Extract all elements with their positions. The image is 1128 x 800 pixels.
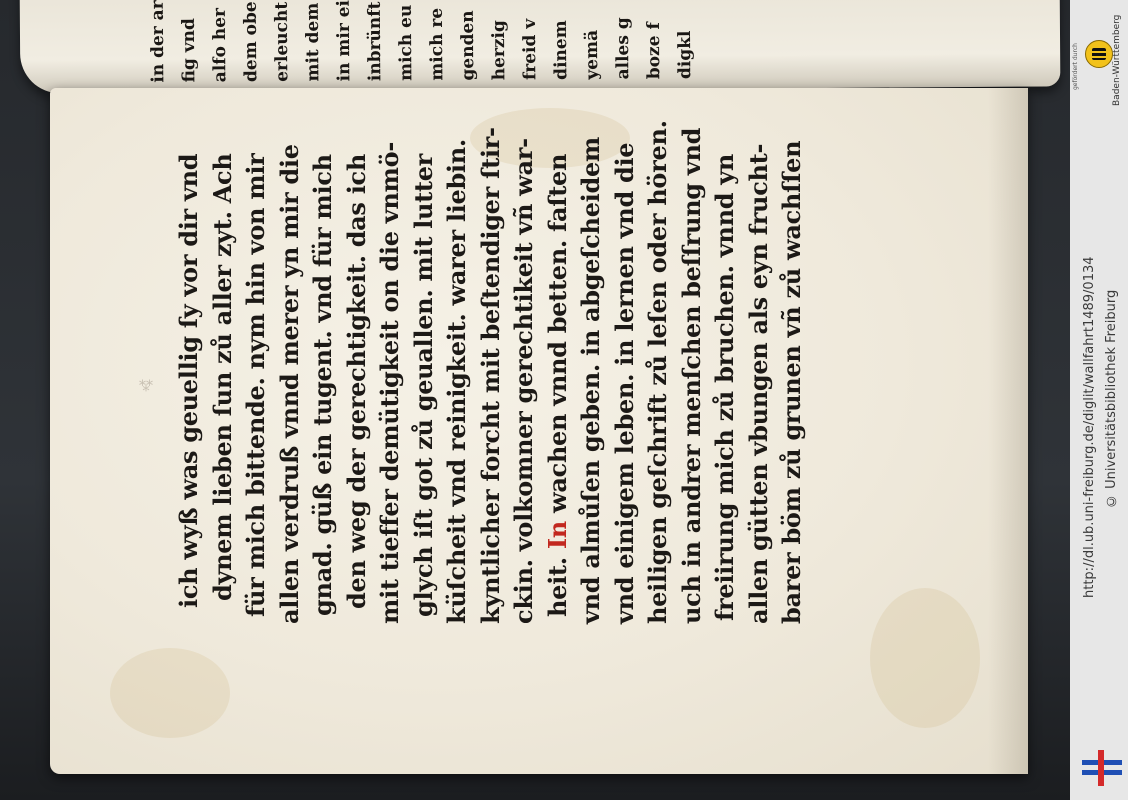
line-text: vnd almůſen geben. in abgeſcheidem bbox=[576, 136, 605, 624]
text-line bbox=[543, 154, 573, 624]
facing-text-line: erleucht bbox=[271, 1, 293, 82]
text-line bbox=[442, 139, 472, 624]
line-text: gnad. güß ein tugent. vnd für mich bbox=[308, 154, 337, 616]
paper-stain bbox=[870, 588, 980, 728]
facing-text-line: in der ar bbox=[147, 0, 169, 83]
facing-text-line: dinem bbox=[550, 20, 572, 80]
line-text: heiligen geſchrift zů leſen oder hören. bbox=[643, 120, 672, 624]
text-line bbox=[274, 144, 305, 624]
line-text: glych iſt got zů geuallen. mit lutter bbox=[408, 154, 438, 618]
sponsor-label: gefördert durch bbox=[1072, 43, 1079, 90]
text-line bbox=[777, 140, 807, 624]
facing-text-line: herzig bbox=[488, 20, 510, 81]
line-text: mit tieffer demütigkeit on die vnmö- bbox=[375, 142, 404, 624]
facing-page bbox=[20, 0, 1061, 94]
paper-stain bbox=[110, 648, 230, 738]
text-line bbox=[174, 154, 204, 624]
book-page bbox=[50, 88, 1028, 774]
text-line bbox=[509, 138, 539, 624]
text-line bbox=[475, 127, 506, 624]
text-line bbox=[342, 154, 372, 624]
text-line bbox=[643, 120, 673, 624]
line-text: für mich bittende. nym hin von mir bbox=[241, 154, 270, 618]
bleed-through-mark: ⁂ bbox=[138, 376, 154, 392]
facing-text-line: freid v bbox=[519, 18, 541, 81]
facing-text-line: alles g bbox=[612, 17, 634, 80]
copyright-notice: © Universitätsbibliothek Freiburg bbox=[1104, 289, 1119, 508]
line-text: allen verdruß vnnd merer yn mir die bbox=[274, 144, 304, 624]
facing-text-line: inbrünft bbox=[364, 1, 386, 82]
line-text: freiirung mich zů bruchen. vnnd yn bbox=[710, 154, 739, 622]
text-block bbox=[174, 120, 834, 624]
line-text: wachen vnnd betten. faſten bbox=[542, 154, 572, 522]
rubric-initial: In bbox=[542, 521, 572, 550]
facing-text-line: fig vnd bbox=[178, 18, 200, 83]
facing-text-line: dem obe bbox=[240, 1, 262, 83]
sponsor-region-label: Baden-Württemberg bbox=[1112, 14, 1122, 106]
text-line bbox=[743, 143, 774, 624]
text-line bbox=[710, 154, 740, 624]
line-text: ich wyß was geuellig ſy vor dir vnd bbox=[174, 154, 203, 609]
text-line bbox=[375, 142, 405, 624]
text-line bbox=[576, 136, 606, 624]
facing-text-line: mich re bbox=[426, 7, 448, 81]
line-text: kyntlicher forcht mit beſtendiger ſtir- bbox=[475, 127, 505, 624]
facing-text-line: genden bbox=[457, 10, 479, 81]
text-line bbox=[241, 154, 271, 624]
ub-freiburg-logo-icon bbox=[1080, 746, 1124, 790]
facing-text-line: mich eu bbox=[395, 4, 417, 82]
text-line bbox=[409, 154, 439, 624]
facing-text-line: yemä bbox=[581, 29, 603, 80]
text-line bbox=[609, 142, 640, 624]
line-text: den weg der gerechtigkeit. das ich bbox=[341, 154, 371, 609]
facing-text-line: boze f bbox=[643, 22, 665, 80]
line-text: barer böm zů grunen vñ zů wachſſen bbox=[777, 140, 806, 624]
facing-text-line: mit dem bbox=[302, 2, 324, 82]
line-text: allen gütten vbungen als eyn frucht- bbox=[743, 143, 773, 624]
facing-text-line: in mir ei bbox=[333, 0, 355, 82]
line-text: uch in andrer menſchen beſſrung vnd bbox=[676, 127, 706, 624]
text-line bbox=[308, 154, 338, 624]
line-text: küſcheit vnd reinigkeit. warer liebin. bbox=[442, 139, 471, 624]
line-text: ckin. volkomner gerechtikeit vñ war- bbox=[509, 138, 538, 624]
text-line bbox=[208, 154, 238, 624]
facing-text-line: alfo her bbox=[209, 7, 231, 83]
permalink-url[interactable]: http://dl.ub.uni-freiburg.de/diglit/wallfahrt1489/0134 bbox=[1082, 256, 1097, 598]
line-prefix: heit. bbox=[542, 557, 572, 618]
facing-text-line: digkl bbox=[674, 30, 696, 80]
facing-page-text bbox=[147, 0, 811, 83]
text-line bbox=[676, 127, 707, 624]
line-text: vnd einigem leben. in lernen vnd die bbox=[609, 142, 639, 624]
viewer-sidebar bbox=[1070, 0, 1128, 800]
line-text: dynem lieben ſun zů aller zyt. Ach bbox=[207, 154, 237, 602]
bw-coat-of-arms-icon bbox=[1085, 40, 1113, 68]
